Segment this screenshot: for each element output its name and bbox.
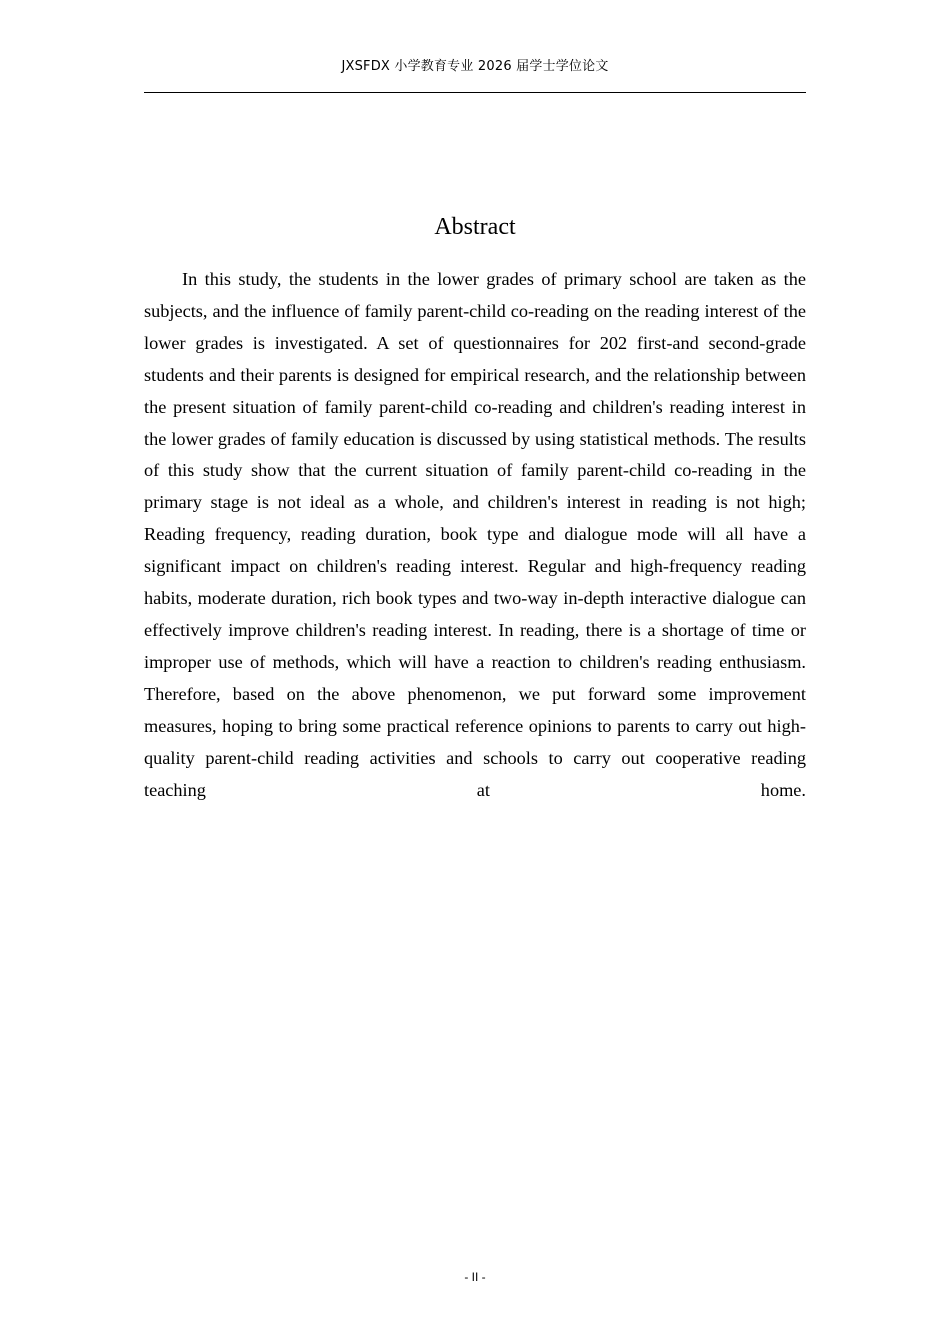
abstract-title: Abstract: [434, 214, 516, 240]
running-header: JXSFDX 小学教育专业 2026 届学士学位论文: [341, 59, 609, 74]
page-number: - II -: [464, 1270, 486, 1284]
header-rule: [144, 92, 806, 93]
abstract-body: In this study, the students in the lower grades of primary school are taken as the subjects, and the influence of family parent-child co-reading on the reading interest of the lower grades is investigated. A set of questionnaires for 202 first-and second-grade students and their parents is designed for empirical research, and the relationship between the present situation of family parent-child co-reading and children's reading interest in the lower grades of family education is discussed by using statistical methods. The results of this study show that the current situation of family parent-child co-reading in the primary stage is not ideal as a whole, and children's interest in reading is not high; Reading frequency, reading duration, book type and dialogue mode will all have a significant impact on children's reading interest. Regular and high-frequency reading habits, moderate duration, rich book types and two-way in-depth interactive dialogue can effectively improve children's reading interest. In reading, there is a shortage of time or improper use of methods, which will have a reaction to children's reading enthusiasm. Therefore, based on the above phenomenon, we put forward some improvement measures, hoping to bring some practical reference opinions to parents to carry out high-quality parent-child reading activities and schools to carry out cooperative reading teaching at home.: [144, 269, 806, 800]
